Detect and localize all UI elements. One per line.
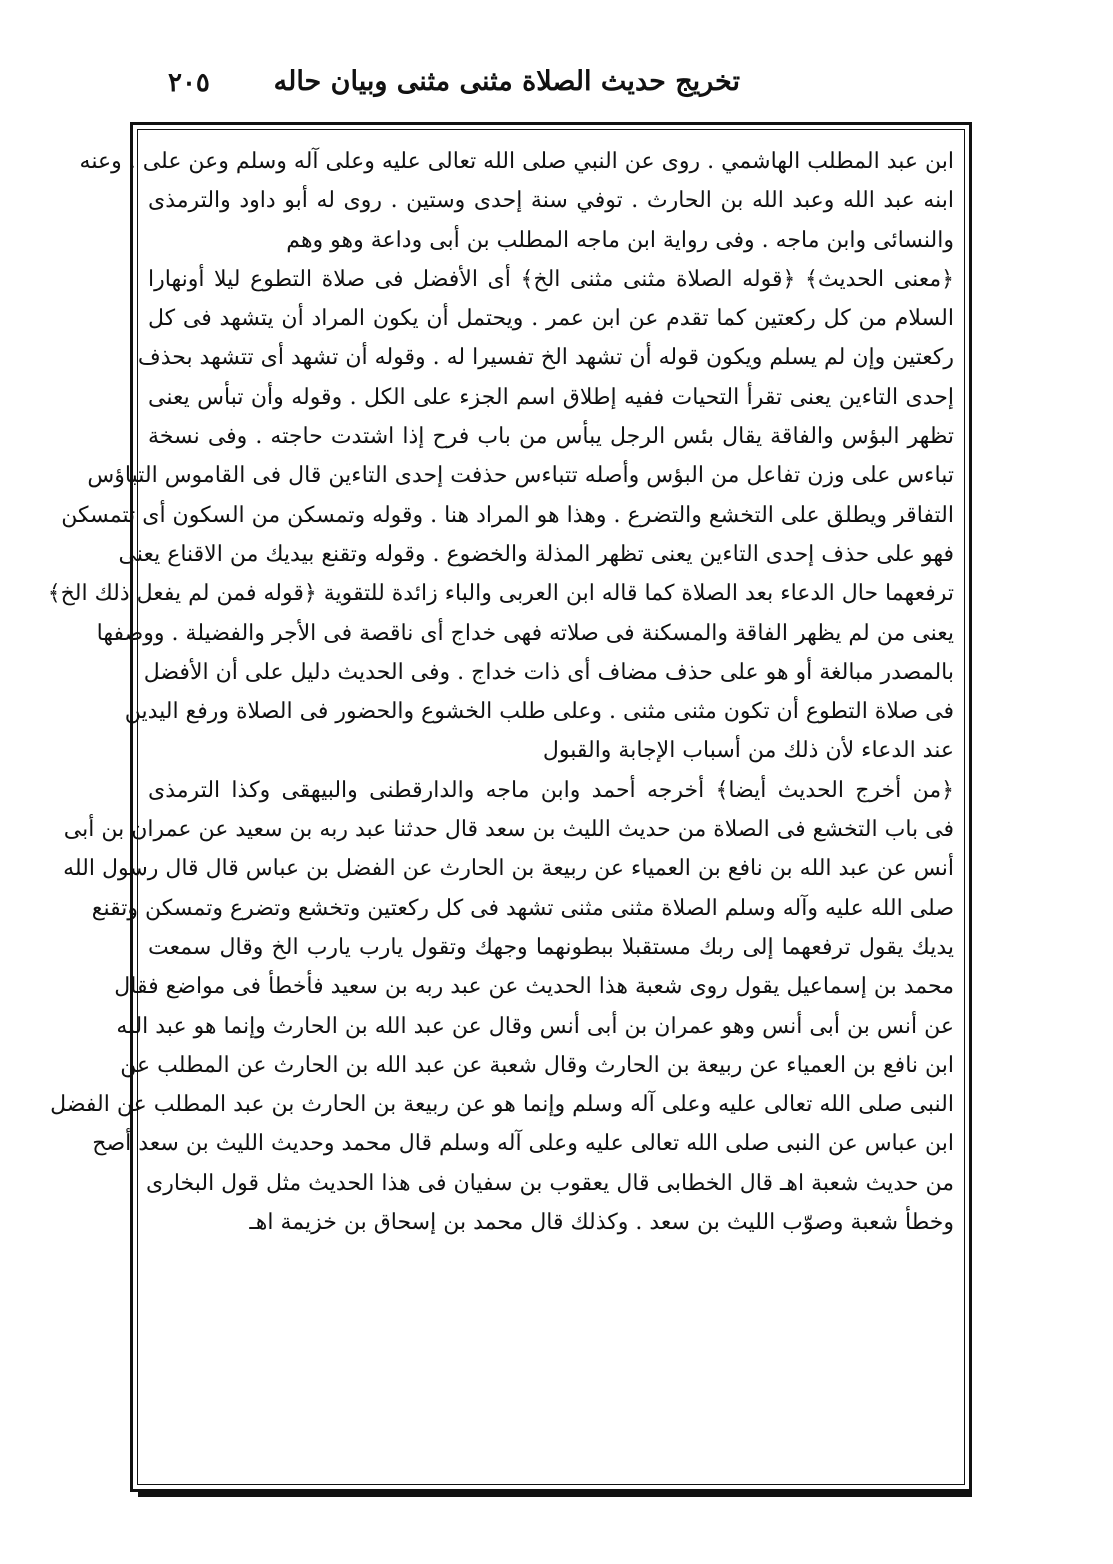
text-line: ترفعهما حال الدعاء بعد الصلاة كما قاله ابن العربى والباء زائدة للتقوية ﴿قوله فمن لم يفعل ذلك الخ﴾ bbox=[47, 581, 954, 607]
text-line: النبى صلى الله تعالى عليه وعلى آله وسلم وإنما هو عن ربيعة بن الحارث بن عبد المطلب عن الفضل bbox=[50, 1092, 954, 1118]
text-line: فى صلاة التطوع أن تكون مثنى مثنى . وعلى طلب الخشوع والحضور فى الصلاة ورفع اليدين bbox=[124, 699, 954, 725]
text-line: وخطأ شعبة وصوّب الليث بن سعد . وكذلك قال محمد بن إسحاق بن خزيمة اهـ bbox=[249, 1210, 954, 1236]
text-line: يديك يقول ترفعهما إلى ربك مستقبلا ببطونهما وجهك وتقول يارب يارب الخ وقال سمعت bbox=[148, 934, 954, 960]
page-header bbox=[130, 62, 740, 116]
text-line: ابن عبد المطلب الهاشمي . روى عن النبي صلى الله تعالى عليه وعلى آله وسلم وعن على . وعنه bbox=[79, 149, 954, 174]
text-line: من حديث شعبة اهـ قال الخطابى قال يعقوب بن سفيان فى هذا الحديث مثل قول البخارى bbox=[145, 1170, 954, 1196]
text-line: فهو على حذف إحدى التاءين يعنى تظهر المذلة والخضوع . وقوله وتقنع بيديك من الاقناع يعنى bbox=[118, 541, 954, 567]
page-border-shadow bbox=[138, 1491, 972, 1497]
text-line: ابن عباس عن النبى صلى الله تعالى عليه وعلى آله وسلم قال محمد وحديث الليث بن سعد أصح bbox=[92, 1131, 954, 1157]
text-line: ابنه عبد الله وعبد الله بن الحارث . توفي سنة إحدى وستين . روى له أبو داود والترمذى bbox=[148, 188, 955, 214]
text-line: ﴿معنى الحديث﴾ ﴿قوله الصلاة مثنى مثنى الخ﴾ أى الأفضل فى صلاة التطوع ليلا أونهارا bbox=[148, 266, 954, 292]
text-line: ابن نافع بن العمياء عن ربيعة بن الحارث وقال شعبة عن عبد الله بن الحارث عن المطلب عن bbox=[120, 1052, 954, 1078]
text-line: يعنى من لم يظهر الفاقة والمسكنة فى صلاته فهى خداج أى ناقصة فى الأجر والفضيلة . ووصفها bbox=[96, 620, 954, 646]
text-line: إحدى التاءين يعنى تقرأ التحيات ففيه إطلاق اسم الجزء على الكل . وقوله وأن تبأس يعنى bbox=[148, 384, 954, 410]
text-line: ركعتين وإن لم يسلم ويكون قوله أن تشهد الخ تفسيرا له . وقوله أن تشهد أى تتشهد بحذف bbox=[137, 345, 954, 371]
text-line: عن أنس بن أبى أنس وهو عمران بن أبى أنس وقال عن عبد الله بن الحارث وإنما هو عبد الله bbox=[116, 1013, 954, 1039]
text-line: محمد بن إسماعيل يقول روى شعبة هذا الحديث عن عبد ربه بن سعيد فأخطأ فى مواضع فقال bbox=[114, 974, 954, 1000]
text-line: صلى الله عليه وآله وسلم الصلاة مثنى مثنى تشهد فى كل ركعتين وتخشع وتضرع وتمسكن وتقنع bbox=[91, 895, 954, 921]
text-line: تظهر البؤس والفاقة يقال بئس الرجل يبأس من باب فرح إذا اشتدت حاجته . وفى نسخة bbox=[148, 424, 954, 450]
text-line: فى باب التخشع فى الصلاة من حديث الليث بن سعد قال حدثنا عبد ربه بن سعيد عن عمران بن أبى bbox=[63, 817, 954, 843]
text-line: والنسائى وابن ماجه . وفى رواية ابن ماجه المطلب بن أبى وداعة وهو وهم bbox=[286, 227, 954, 253]
text-line: عند الدعاء لأن ذلك من أسباب الإجابة والقبول bbox=[542, 738, 954, 764]
page-number: ٢٠٥ bbox=[168, 68, 210, 98]
text-line: السلام من كل ركعتين كما تقدم عن ابن عمر . ويحتمل أن يكون المراد أن يتشهد فى كل bbox=[148, 306, 954, 332]
text-line: التفاقر ويطلق على التخشع والتضرع . وهذا هو المراد هنا . وقوله وتمسكن من السكون أى تتمسكن bbox=[61, 502, 954, 528]
body-text bbox=[47, 142, 955, 1472]
text-line: ﴿من أخرج الحديث أيضا﴾ أخرجه أحمد وابن ماجه والدارقطنى والبيهقى وكذا الترمذى bbox=[148, 777, 954, 803]
text-line: تباءس على وزن تفاعل من البؤس وأصله تتباءس حذفت إحدى التاءين قال فى القاموس التباؤس bbox=[87, 463, 954, 489]
running-title: تخريج حديث الصلاة مثنى مثنى وبيان حاله bbox=[273, 66, 740, 97]
text-line: أنس عن عبد الله بن نافع بن العمياء عن ربيعة بن الحارث عن الفضل بن عباس قال قال رسول الله bbox=[63, 856, 954, 882]
text-line: بالمصدر مبالغة أو هو على حذف مضاف أى ذات خداج . وفى الحديث دليل على أن الأفضل bbox=[143, 659, 954, 685]
